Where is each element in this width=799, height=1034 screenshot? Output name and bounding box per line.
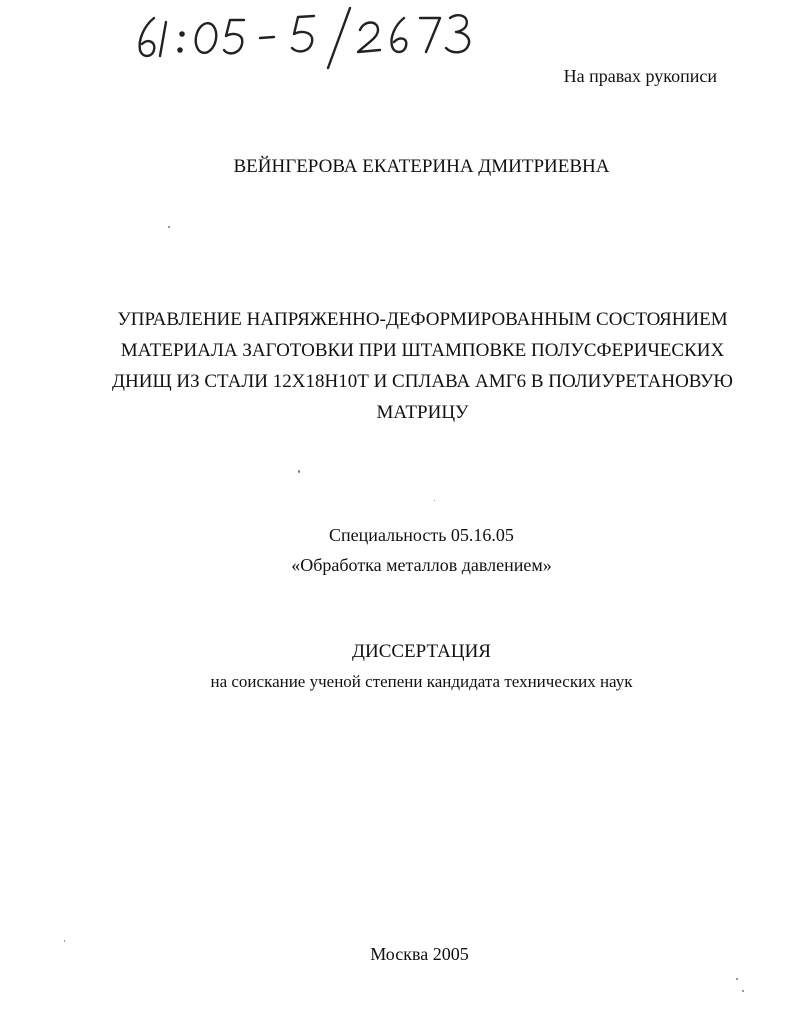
scan-speck <box>168 226 170 228</box>
author-name: ВЕЙНГЕРОВА ЕКАТЕРИНА ДМИТРИЕВНА <box>233 156 610 177</box>
title-line: ДНИЩ ИЗ СТАЛИ 12Х18Н10Т И СПЛАВА АМГ6 В ПОЛИУРЕТАНОВУЮ <box>112 371 733 392</box>
dissertation-title <box>23 304 799 428</box>
scan-speck <box>736 978 738 980</box>
archive-mark-handwritten <box>132 4 502 74</box>
specialty-block <box>22 520 799 580</box>
title-line: УПРАВЛЕНИЕ НАПРЯЖЕННО-ДЕФОРМИРОВАННЫМ СОСТОЯНИЕМ <box>117 309 728 330</box>
document-type: ДИССЕРТАЦИЯ <box>352 641 491 662</box>
scan-speck <box>434 500 435 501</box>
scan-speck <box>64 940 65 942</box>
archive-mark-drawing <box>132 4 502 74</box>
specialty-name: «Обработка металлов давлением» <box>291 555 552 575</box>
scan-speck <box>298 470 300 473</box>
degree-line: на соискание ученой степени кандидата технических наук <box>210 672 633 691</box>
place-year: Москва 2005 <box>370 944 469 964</box>
specialty-code: Специальность 05.16.05 <box>329 525 514 545</box>
scan-speck <box>742 990 744 992</box>
title-line: МАТЕРИАЛА ЗАГОТОВКИ ПРИ ШТАМПОВКЕ ПОЛУСФЕРИЧЕСКИХ <box>120 340 725 361</box>
rights-notice: На правах рукописи <box>563 66 717 86</box>
title-line: МАТРИЦУ <box>376 402 469 423</box>
